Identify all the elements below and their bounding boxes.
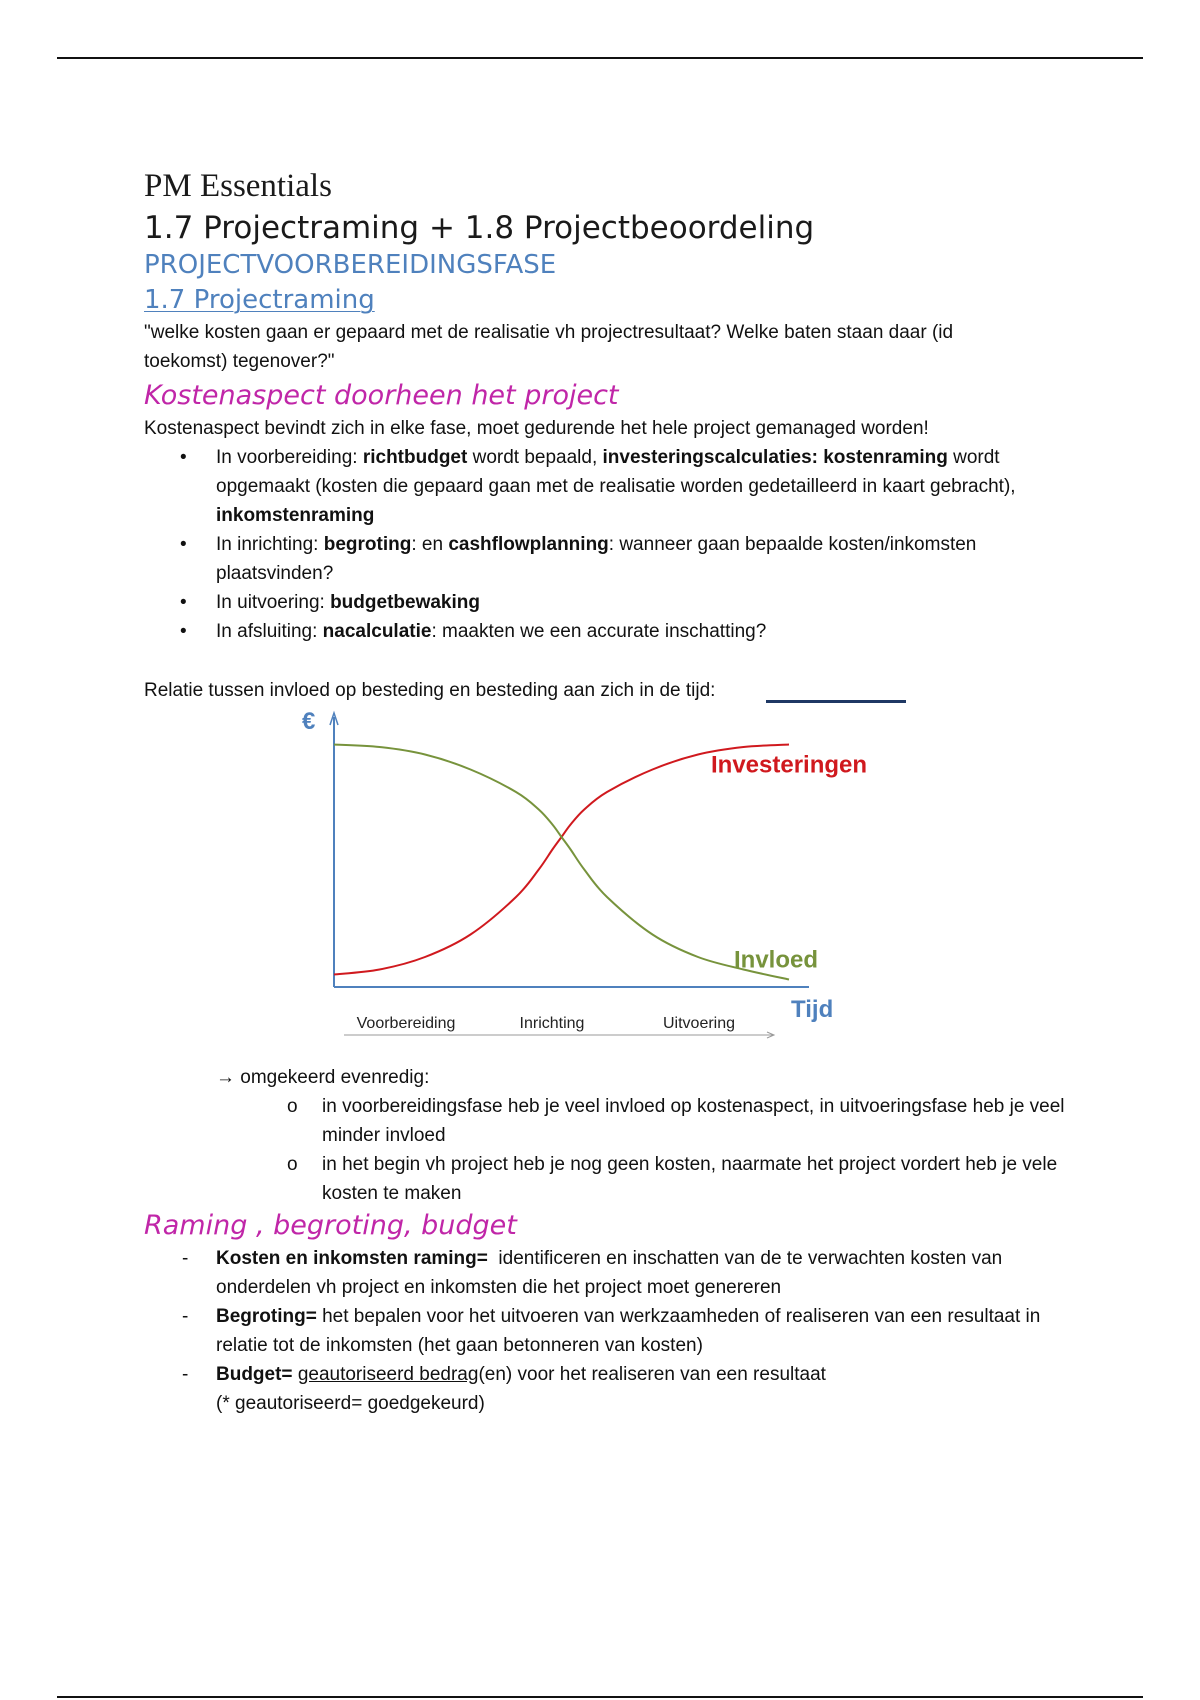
list-item: • In voorbereiding: richtbudget wordt bepaald, investeringscalculaties: kostenraming wordt opgemaakt (kosten die gepaard gaan met de realisatie worden gedetailleerd in kaart gebracht), inkomstenraming <box>144 443 1074 530</box>
underlined-term: geautoriseerd bedrag <box>297 1364 479 1385</box>
list-item: • In afsluiting: nacalculatie: maakten we een accurate inschatting? <box>144 617 1074 646</box>
list-item: o in het begin vh project heb je nog geen kosten, naarmate het project vordert heb je vele kosten te maken <box>144 1150 1074 1208</box>
evenredig-label: omgekeerd evenredig: <box>240 1067 430 1088</box>
phase-tick-label: Inrichting <box>519 1015 585 1032</box>
kostenaspect-intro: Kostenaspect bevindt zich in elke fase, moet gedurende het hele project gemanaged worden! <box>144 418 929 439</box>
document-title: PM Essentials <box>144 168 332 204</box>
x-axis-label: Tijd <box>791 996 834 1023</box>
relatie-row <box>144 676 1074 705</box>
list-item: - Begroting= het bepalen voor het uitvoeren van werkzaamheden of realiseren van een resultaat in relatie tot de inkomsten (het gaan betonneren van kosten) <box>144 1302 1074 1360</box>
list-item: • In inrichting: begroting: en cashflowplanning: wanneer gaan bepaalde kosten/inkomsten plaatsvinden? <box>144 530 1074 588</box>
series-label-investeringen: Investeringen <box>711 751 868 779</box>
list-item: - Kosten en inkomsten raming= identificeren en inschatten van de te verwachten kosten van onderdelen vh project en inkomsten die het project moet genereren <box>144 1244 1074 1302</box>
list-item: • In uitvoering: budgetbewaking <box>144 588 1074 617</box>
relatie-text: Relatie tussen invloed op besteding en besteding aan zich in de tijd: <box>144 680 716 701</box>
raming-definition-list <box>144 1244 1074 1418</box>
phase-tick-label: Uitvoering <box>662 1015 736 1032</box>
kostenaspect-heading: Kostenaspect doorheen het project <box>144 380 619 411</box>
series-line-invloed <box>334 745 789 980</box>
legend-line <box>766 700 906 703</box>
question-text: "welke kosten gaan er gepaard met de realisatie vh projectresultaat? Welke baten staan daar (id toekomst) tegenover?" <box>144 322 954 372</box>
raming-heading: Raming , begroting, budget <box>144 1210 517 1241</box>
arrow-icon: → <box>216 1067 235 1088</box>
phase-tick-label: Voorbereiding <box>356 1015 456 1032</box>
series-line-investeringen <box>334 745 789 975</box>
main-heading: 1.7 Projectraming + 1.8 Projectbeoordeling <box>144 210 815 246</box>
footnote: (* geautoriseerd= goedgekeurd) <box>216 1393 485 1414</box>
phase-heading: PROJECTVOORBEREIDINGSFASE <box>144 250 557 280</box>
list-item: - Budget= geautoriseerd bedrag(en) voor het realiseren van een resultaat (* geautoriseerd= goedgekeurd) <box>144 1360 1074 1418</box>
header-rule <box>57 57 1143 59</box>
series-label-invloed: Invloed <box>734 946 819 974</box>
section-heading: 1.7 Projectraming <box>144 285 375 315</box>
phase-bullet-list <box>144 443 1074 646</box>
evenredig-line <box>144 1063 1074 1092</box>
list-item: o in voorbereidingsfase heb je veel invloed op kostenaspect, in uitvoeringsfase heb je veel minder invloed <box>144 1092 1074 1150</box>
evenredig-sublist <box>144 1092 1074 1208</box>
y-axis-label: € <box>302 708 316 735</box>
footer-rule <box>57 1696 1143 1698</box>
chart-svg <box>144 707 1074 1063</box>
document-body <box>144 166 1074 1418</box>
chart-area <box>144 707 1074 1063</box>
